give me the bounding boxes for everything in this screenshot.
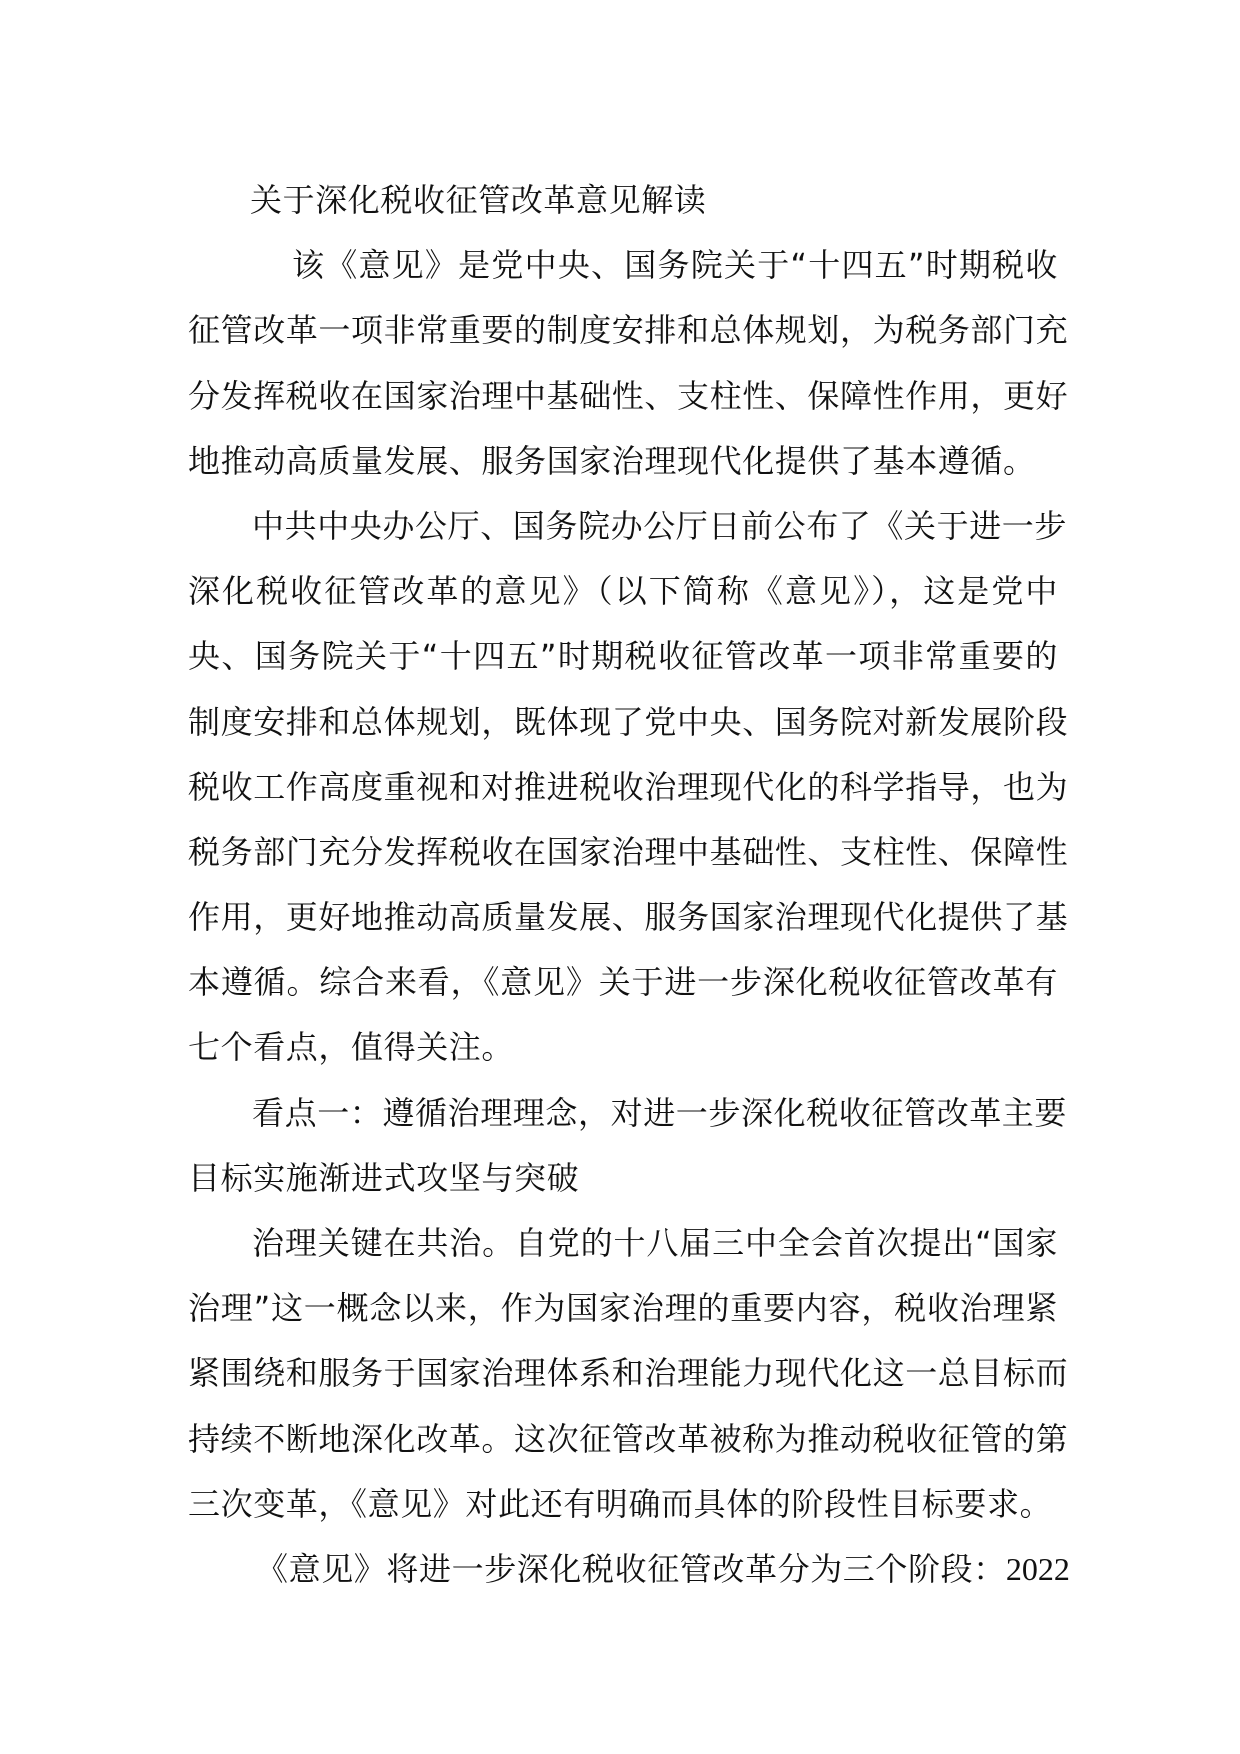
paragraph-line: 税务部门充分发挥税收在国家治理中基础性、支柱性、保障性 (188, 832, 1069, 871)
paragraph-line: 征管改革一项非常重要的制度安排和总体规划，为税务部门充 (188, 311, 1069, 350)
paragraph-line: 税收工作高度重视和对推进税收治理现代化的科学指导，也为 (188, 767, 1069, 806)
document-body (188, 168, 1070, 1602)
section-heading-point-one (188, 1081, 1068, 1211)
paragraph-4 (188, 1537, 1070, 1602)
paragraph-line: 紧围绕和服务于国家治理体系和治理能力现代化这一总目标而 (188, 1354, 1069, 1393)
paragraph-line: 本遵循。综合来看，《意见》关于进一步深化税收征管改革有 (188, 963, 1058, 1002)
document-title: 关于深化税收征管改革意见解读 (250, 181, 707, 219)
paragraph-line: 持续不断地深化改革。这次征管改革被称为推动税收征管的第 (188, 1419, 1069, 1458)
paragraph-1 (188, 233, 1069, 494)
paragraph-line: 作用，更好地推动高质量发展、服务国家治理现代化提供了基 (188, 898, 1069, 937)
paragraph-line: 中共中央办公厅、国务院办公厅日前公布了《关于进一步 (252, 506, 1068, 545)
paragraph-3 (188, 1211, 1069, 1537)
paragraph-line: 地推动高质量发展、服务国家治理现代化提供了基本遵循。 (188, 441, 1036, 480)
paragraph-line: 该《意见》是党中央、国务院关于“十四五”时期税收 (292, 246, 1058, 285)
paragraph-line: 央、国务院关于“十四五”时期税收征管改革一项非常重要的 (188, 637, 1058, 676)
paragraph-line: 治理关键在共治。自党的十八届三中全会首次提出“国家 (252, 1224, 1058, 1262)
paragraph-line (188, 1537, 1070, 1602)
heading-line: 看点一：遵循治理理念，对进一步深化税收征管改革主要 (252, 1093, 1068, 1132)
paragraph-line-text: 《意见》将进一步深化税收征管改革分为三个阶段： (256, 1549, 1006, 1588)
paragraph-line: 七个看点，值得关注。 (188, 1028, 515, 1067)
paragraph-line: 治理”这一概念以来，作为国家治理的重要内容，税收治理紧 (188, 1289, 1058, 1328)
paragraph-line: 三次变革，《意见》对此还有明确而具体的阶段性目标要求。 (188, 1484, 1053, 1523)
paragraph-line: 深化税收征管改革的意见》（以下简称《意见》），这是党中 (188, 572, 1058, 611)
heading-line: 目标实施渐进式攻坚与突破 (188, 1158, 580, 1197)
paragraph-line: 制度安排和总体规划，既体现了党中央、国务院对新发展阶段 (188, 702, 1069, 741)
year-number: 2022 (1005, 1550, 1070, 1587)
paragraph-line: 分发挥税收在国家治理中基础性、支柱性、保障性作用，更好 (188, 376, 1069, 415)
paragraph-2 (188, 494, 1069, 1081)
